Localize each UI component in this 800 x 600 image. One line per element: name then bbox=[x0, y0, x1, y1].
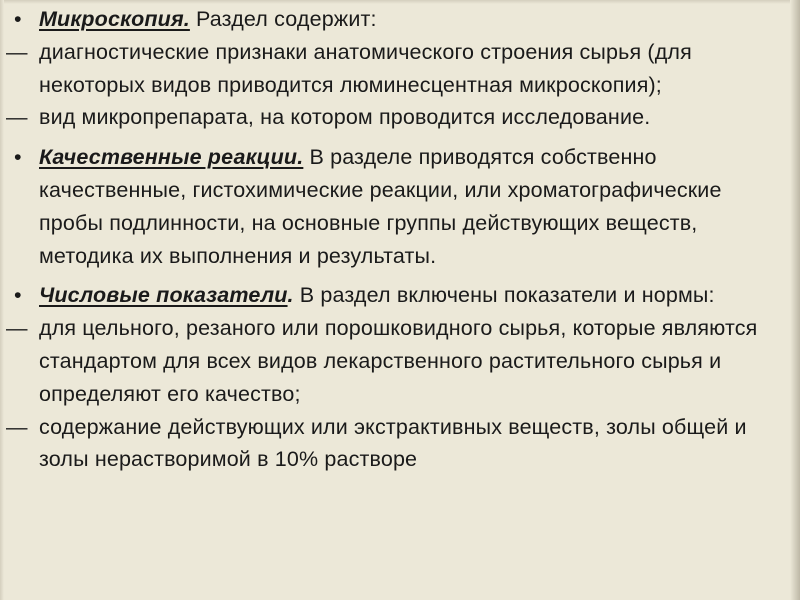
dash-item-diagnostic-features bbox=[0, 36, 788, 102]
dash-item-active-substances bbox=[0, 411, 788, 477]
item-text: диагностические признаки анатомического строения сырья (для некоторых видов приводится люминесцентная микроскопия); bbox=[39, 39, 692, 97]
slide-body-text bbox=[0, 3, 788, 476]
slide-frame-right bbox=[790, 0, 800, 600]
item-text: В разделе приводятся собственно качественные, гистохимические реакции, или хроматографические пробы подлинности, на основные группы действующих веществ, методика их выполнения и результаты. bbox=[39, 145, 722, 268]
section-term-qualitative-reactions: Качественные реакции. bbox=[39, 145, 304, 170]
item-text: Раздел содержит: bbox=[189, 7, 377, 31]
dash-marker: — bbox=[6, 316, 28, 341]
item-text: вид микропрепарата, на котором проводится исследование. bbox=[39, 105, 651, 130]
bullet-item-microscopy bbox=[0, 3, 788, 36]
dash-item-micropreparation bbox=[0, 101, 788, 134]
section-term-suffix: . bbox=[287, 283, 294, 308]
dash-marker: — bbox=[6, 39, 28, 64]
bullet-item-qualitative-reactions bbox=[0, 141, 788, 272]
bullet-marker: • bbox=[14, 145, 22, 170]
section-term-numerical-indicators: Числовые показатели bbox=[39, 283, 288, 308]
item-text: содержание действующих или экстрактивных веществ, золы общей и золы нерастворимой в 10% растворе bbox=[39, 414, 747, 472]
item-text: для цельного, резаного или порошковидного сырья, которые являются стандартом для всех видов лекарственного растительного сырья и определяют его качество; bbox=[39, 316, 758, 406]
dash-marker: — bbox=[6, 105, 28, 130]
dash-marker: — bbox=[6, 414, 28, 439]
dash-item-raw-material-standards bbox=[0, 312, 788, 410]
bullet-item-numerical-indicators bbox=[0, 279, 788, 312]
item-text: В раздел включены показатели и нормы: bbox=[293, 283, 715, 308]
section-term-microscopy: Микроскопия. bbox=[39, 7, 190, 31]
bullet-marker: • bbox=[14, 7, 22, 31]
bullet-marker: • bbox=[14, 283, 22, 308]
